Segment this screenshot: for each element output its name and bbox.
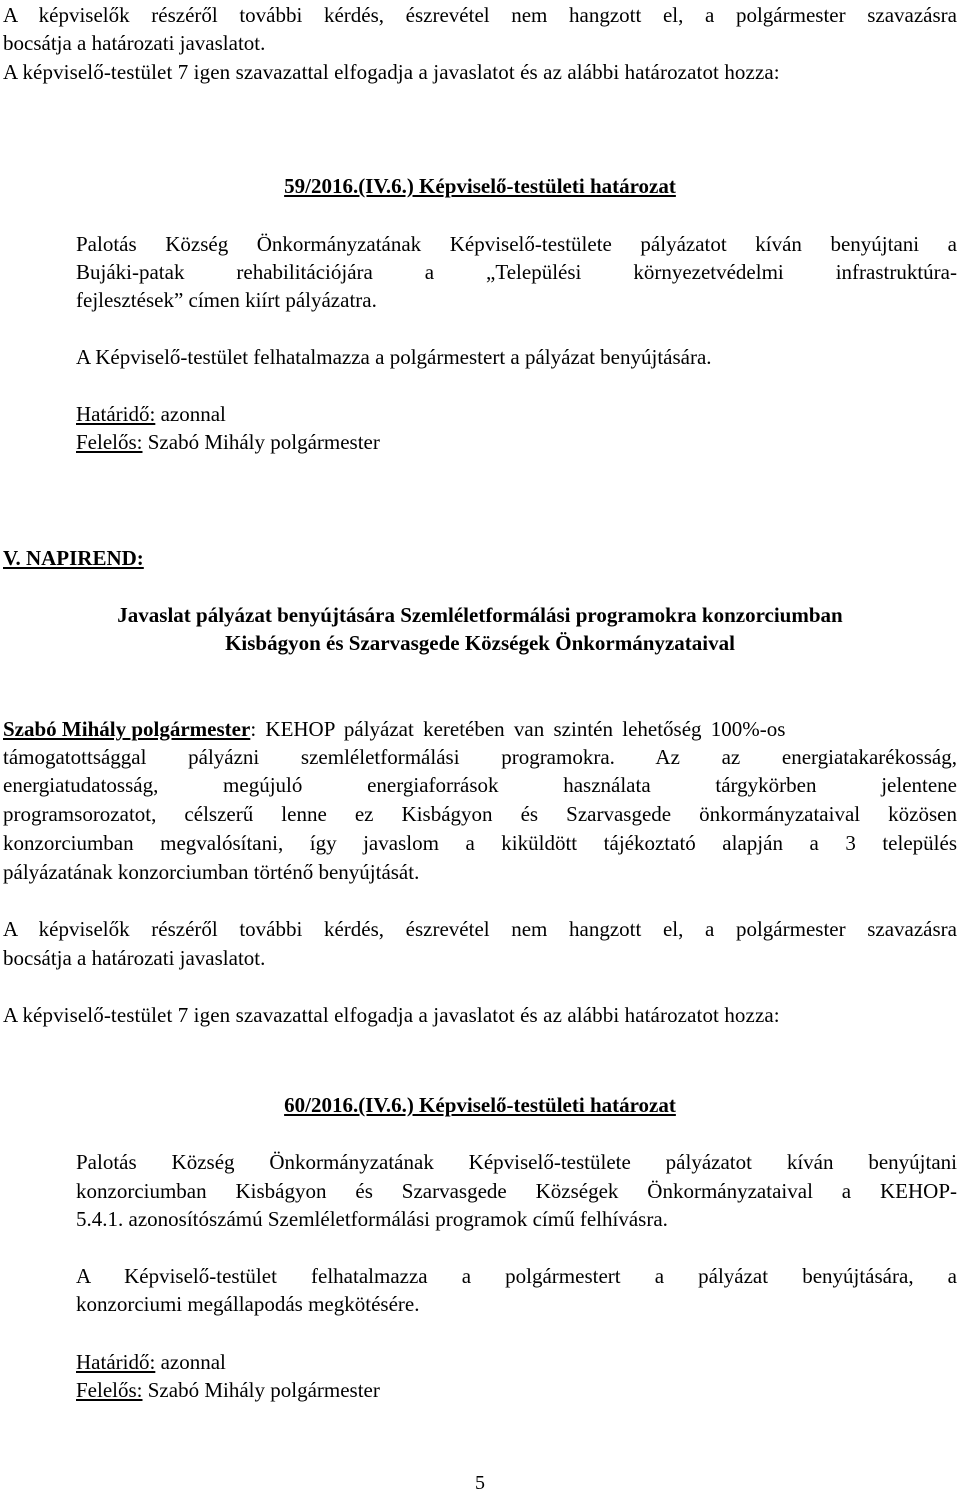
speech-text-line: programsorozatot, célszerű lenne ez Kisbágyon és Szarvasgede önkormányzataival közösen <box>3 802 957 826</box>
resolution-text-line: Bujáki-patak rehabilitációjára a „Települési környezetvédelmi infrastruktúra- <box>76 260 957 284</box>
deadline-value: azonnal <box>155 1350 226 1374</box>
deadline-value: azonnal <box>155 402 226 426</box>
speech-first-line <box>3 716 785 743</box>
responsible-value: Szabó Mihály polgármester <box>142 430 380 454</box>
responsible-label: Felelős: <box>76 1378 143 1402</box>
speech-text-line: energiatudatosság, megújuló energiaforrások használata tárgykörben jelentene <box>3 773 957 797</box>
closing-text-line: bocsátja a határozati javaslatot. <box>3 31 266 55</box>
speech-text-line: konzorciumban megvalósítani, így javaslom a kiküldött tájékoztató alapján a 3 település <box>3 831 957 855</box>
deadline-label: Határidő: <box>76 402 156 426</box>
speech-text-line: pályázatának konzorciumban történő benyújtását. <box>3 860 420 884</box>
resolution-title: 59/2016.(IV.6.) Képviselő-testületi határozat <box>284 174 676 198</box>
deadline-line <box>76 1349 226 1376</box>
authorization-text-line: A Képviselő-testület felhatalmazza a polgármestert a pályázat benyújtására, a <box>76 1264 957 1288</box>
resolution-title: 60/2016.(IV.6.) Képviselő-testületi határozat <box>284 1093 676 1117</box>
speech-text: : KEHOP pályázat keretében van szintén lehetőség 100%-os <box>250 717 786 741</box>
closing-text-line: A képviselők részéről további kérdés, észrevétel nem hangzott el, a polgármester szavazásra <box>3 3 957 27</box>
deadline-line <box>76 401 226 428</box>
resolution-text-line: konzorciumban Kisbágyon és Szarvasgede Községek Önkormányzataival a KEHOP- <box>76 1179 957 1203</box>
resolution-text-line: Palotás Község Önkormányzatának Képviselő-testülete pályázatot kíván benyújtani a <box>76 232 957 256</box>
responsible-line <box>76 1377 380 1404</box>
vote-statement: A képviselő-testület 7 igen szavazattal elfogadja a javaslatot és az alábbi határozatot hozza: <box>3 1003 780 1027</box>
closing-text-line: A képviselők részéről további kérdés, észrevétel nem hangzott el, a polgármester szavazásra <box>3 917 957 941</box>
speech-text-line: támogatottsággal pályázni szemléletformálási programokra. Az az energiatakarékosság, <box>3 745 957 769</box>
resolution-text-line: Palotás Község Önkormányzatának Képviselő-testülete pályázatot kíván benyújtani <box>76 1150 957 1174</box>
responsible-line <box>76 429 380 456</box>
authorization-text: A Képviselő-testület felhatalmazza a polgármestert a pályázat benyújtására. <box>76 345 712 369</box>
page-number: 5 <box>475 1472 485 1494</box>
deadline-label: Határidő: <box>76 1350 156 1374</box>
vote-statement: A képviselő-testület 7 igen szavazattal elfogadja a javaslatot és az alábbi határozatot hozza: <box>3 60 780 84</box>
responsible-label: Felelős: <box>76 430 143 454</box>
resolution-text-line: fejlesztések” címen kiírt pályázatra. <box>76 288 377 312</box>
responsible-value: Szabó Mihály polgármester <box>142 1378 380 1402</box>
authorization-text-line: konzorciumi megállapodás megkötésére. <box>76 1292 420 1316</box>
speaker-name: Szabó Mihály polgármester <box>3 717 251 741</box>
agenda-title-line: Kisbágyon és Szarvasgede Községek Önkormányzataival <box>225 631 735 655</box>
closing-text-line: bocsátja a határozati javaslatot. <box>3 946 266 970</box>
agenda-heading: V. NAPIREND: <box>3 546 144 570</box>
resolution-text-line: 5.4.1. azonosítószámú Szemléletformálási programok című felhívásra. <box>76 1207 668 1231</box>
agenda-title-line: Javaslat pályázat benyújtására Szemléletformálási programokra konzorciumban <box>117 603 843 627</box>
